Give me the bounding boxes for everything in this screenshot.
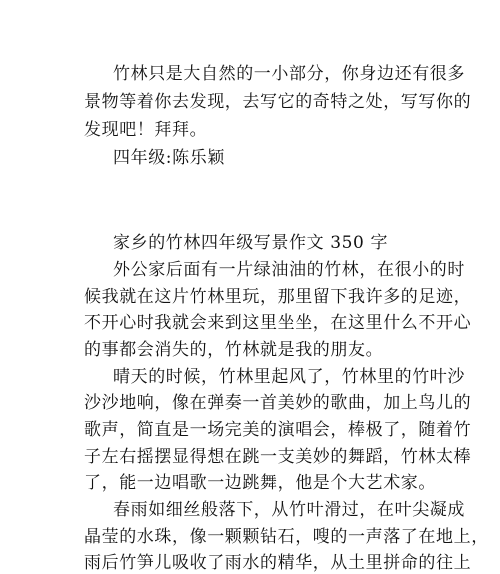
text-line: 歌声，简直是一场完美的演唱会，棒极了，随着竹	[84, 420, 472, 440]
text-line: 外公家后面有一片绿油油的竹林，在很小的时	[113, 260, 465, 280]
text-line: 雨后竹笋儿吸收了雨水的精华，从土里拼命的往上	[84, 553, 472, 573]
text-line: 沙沙地响，像在弹奏一首美妙的歌曲，加上鸟儿的	[84, 393, 472, 413]
article-title: 家乡的竹林四年级写景作文 350 字	[113, 233, 389, 253]
text-line: 景物等着你去发现，去写它的奇特之处，写写你的	[84, 92, 472, 112]
text-line: 竹林只是大自然的一小部分，你身边还有很多	[113, 64, 465, 84]
text-line: 候我就在这片竹林里玩，那里留下我许多的足迹，	[84, 287, 472, 307]
author-line: 四年级:陈乐颖	[113, 148, 225, 168]
text-line: 晶莹的水珠，像一颗颗钻石，嗖的一声落了在地上，	[84, 527, 489, 547]
text-line: 了，能一边唱歌一边跳舞，他是个大艺术家。	[84, 473, 436, 493]
text-line: 春雨如细丝般落下，从竹叶滑过，在叶尖凝成	[113, 500, 465, 520]
text-line: 不开心时我就会来到这里坐坐，在这里什么不开心	[84, 313, 472, 333]
text-line: 晴天的时候，竹林里起风了，竹林里的竹叶沙	[113, 367, 465, 387]
text-line: 发现吧！拜拜。	[84, 120, 208, 140]
text-line: 的事都会消失的，竹林就是我的朋友。	[84, 340, 384, 360]
text-line: 子左右摇摆显得想在跳一支美妙的舞蹈，竹林太棒	[84, 447, 472, 467]
